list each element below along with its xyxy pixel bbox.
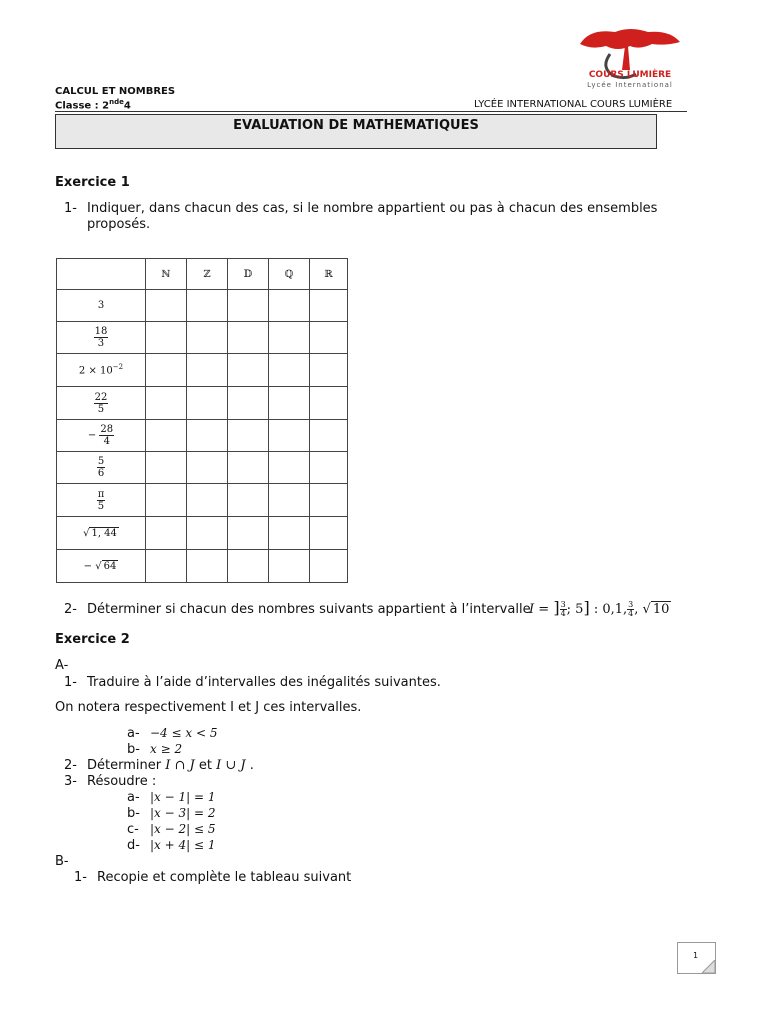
ex1-q1-number: 1-: [64, 201, 77, 216]
radicand: 64: [103, 560, 117, 572]
answer-cell[interactable]: [146, 322, 187, 354]
answer-cell[interactable]: [269, 420, 310, 452]
class-label: [55, 98, 131, 111]
answer-cell[interactable]: [187, 550, 228, 583]
answer-cell[interactable]: [146, 387, 187, 420]
fraction-numerator: 5: [97, 456, 105, 467]
ineq-b: x ≥ 2: [150, 742, 183, 756]
page-number: 1: [693, 951, 699, 960]
answer-cell[interactable]: [269, 387, 310, 420]
ineq-a: −4 ≤ x < 5: [150, 726, 218, 740]
answer-cell[interactable]: [310, 550, 348, 583]
fraction-numerator: 28: [100, 424, 114, 435]
ineq-b-label: b-: [127, 742, 140, 757]
ex2-a1-number: 1-: [64, 675, 77, 690]
header-decimals: 𝔻: [228, 259, 269, 290]
answer-cell[interactable]: [146, 290, 187, 322]
table-row: [57, 420, 348, 452]
list-fraction-denominator: 4: [628, 609, 634, 618]
answer-cell[interactable]: [269, 452, 310, 484]
header-rule: [55, 111, 687, 112]
eq-c-label: c-: [127, 822, 139, 837]
table-row: [57, 322, 348, 354]
answer-cell[interactable]: [310, 517, 348, 550]
school-name: LYCÉE INTERNATIONAL COURS LUMIÈRE: [474, 99, 673, 110]
answer-cell[interactable]: [310, 420, 348, 452]
radicand: 1, 44: [91, 527, 117, 539]
table-row: [57, 354, 348, 387]
fraction-denominator: 4: [103, 436, 110, 447]
a2-union: I ∪ J: [216, 758, 246, 773]
a2-text-period: .: [249, 758, 254, 773]
answer-cell[interactable]: [187, 322, 228, 354]
answer-cell[interactable]: [310, 322, 348, 354]
row-fraction-pi-5: [57, 484, 146, 517]
answer-cell[interactable]: [146, 420, 187, 452]
fraction-denominator: 6: [97, 468, 105, 479]
ineq-a-label: a-: [127, 726, 140, 741]
fraction-numerator: 18: [94, 326, 108, 337]
ex1-q2-text: Déterminer si chacun des nombres suivants appartient à l’intervalle: [87, 602, 531, 617]
ex1-q1-text-line2: proposés.: [87, 217, 151, 232]
table-row: [57, 550, 348, 583]
header-integers: ℤ: [187, 259, 228, 290]
exercise-2-heading: Exercice 2: [55, 632, 130, 647]
row-fraction-5-6: [57, 452, 146, 484]
answer-cell[interactable]: [146, 517, 187, 550]
answer-cell[interactable]: [269, 354, 310, 387]
answer-cell[interactable]: [310, 354, 348, 387]
answer-cell[interactable]: [187, 484, 228, 517]
class-superscript: nde: [109, 98, 124, 106]
part-a-label: A-: [55, 658, 69, 673]
header-rationals: ℚ: [269, 259, 310, 290]
number-list: : 0,1,: [593, 602, 628, 617]
scientific-exponent: −2: [112, 363, 124, 372]
answer-cell[interactable]: [187, 387, 228, 420]
answer-cell[interactable]: [310, 452, 348, 484]
fraction-numerator: 22: [94, 391, 108, 403]
row-sqrt-1-44: √ 1, 44: [57, 517, 146, 550]
fraction-denominator: 5: [97, 500, 105, 512]
eq-a-label: a-: [127, 790, 140, 805]
table-row: [57, 387, 348, 420]
school-logo: [570, 24, 690, 90]
ex2-b1-number: 1-: [74, 870, 87, 885]
interval-denominator: 4: [560, 609, 566, 618]
row-number-3: 3: [57, 290, 146, 322]
ex2-a1-text: Traduire à l’aide d’intervalles des inégalités suivantes.: [87, 675, 441, 690]
answer-cell[interactable]: [146, 550, 187, 583]
answer-cell[interactable]: [310, 484, 348, 517]
list-radicand: 10: [652, 602, 670, 617]
row-scientific: [57, 354, 146, 387]
answer-cell[interactable]: [187, 517, 228, 550]
row-fraction-18-3: [57, 322, 146, 354]
answer-cell[interactable]: [228, 387, 269, 420]
table-row: [57, 484, 348, 517]
exercise-1-heading: Exercice 1: [55, 175, 130, 190]
ex2-b1-text: Recopie et complète le tableau suivant: [97, 870, 352, 885]
a2-text-determine: Déterminer: [87, 758, 162, 773]
subject-label: CALCUL ET NOMBRES: [55, 86, 176, 97]
page-number-box: [677, 942, 716, 974]
eq-b-label: b-: [127, 806, 140, 821]
logo-name: COURS LUMIÈRE: [588, 70, 672, 80]
header-naturals: ℕ: [146, 259, 187, 290]
page-fold-icon: [702, 960, 715, 973]
a2-text-and: et: [198, 758, 212, 773]
answer-cell[interactable]: [310, 387, 348, 420]
row-fraction-neg-28-4: [57, 420, 146, 452]
class-number: 4: [123, 100, 131, 112]
fraction-numerator: π: [97, 488, 105, 500]
answer-cell[interactable]: [269, 290, 310, 322]
answer-cell[interactable]: [269, 517, 310, 550]
answer-cell[interactable]: [269, 550, 310, 583]
minus-sign: −: [83, 560, 93, 572]
answer-cell[interactable]: [146, 484, 187, 517]
title-box: [55, 114, 657, 149]
table-row: [57, 452, 348, 484]
row-neg-sqrt-64: − √ 64: [57, 550, 146, 583]
page-title: EVALUATION DE MATHEMATIQUES: [233, 118, 479, 133]
ex1-q2-number: 2-: [64, 602, 77, 617]
ex2-a3-number: 3-: [64, 774, 77, 789]
answer-cell[interactable]: [187, 354, 228, 387]
scientific-base: 2 × 10: [78, 365, 113, 377]
membership-table: [56, 258, 348, 583]
minus-sign: −: [87, 430, 97, 441]
answer-cell[interactable]: [187, 290, 228, 322]
interval-end: ; 5: [566, 602, 584, 617]
ex1-q2-interval: I = ] $\frac{3}{4}$ ; 5] : 0,1, $\frac{3}{4}$ , √ 10: [529, 598, 670, 618]
logo-subtitle: Lycée International: [587, 81, 673, 89]
answer-cell[interactable]: [228, 550, 269, 583]
fraction-denominator: 3: [97, 338, 105, 349]
list-fraction-numerator: 3: [628, 600, 634, 609]
part-b-label: B-: [55, 854, 69, 869]
answer-cell[interactable]: [187, 420, 228, 452]
answer-cell[interactable]: [228, 322, 269, 354]
ex2-a3-text: Résoudre :: [87, 774, 157, 789]
eq-d: |x + 4| ≤ 1: [150, 838, 216, 852]
interval-variable: I =: [529, 602, 550, 617]
answer-cell[interactable]: [228, 484, 269, 517]
class-text: Classe : 2: [55, 100, 110, 112]
answer-cell[interactable]: [146, 354, 187, 387]
table-row: [57, 517, 348, 550]
eq-d-label: d-: [127, 838, 140, 853]
eq-a: |x − 1| = 1: [150, 790, 216, 804]
answer-cell[interactable]: [187, 452, 228, 484]
eq-c: |x − 2| ≤ 5: [150, 822, 216, 836]
answer-cell[interactable]: [228, 517, 269, 550]
a2-intersection: I ∩ J: [165, 758, 195, 773]
ex1-q1-text-line1: Indiquer, dans chacun des cas, si le nombre appartient ou pas à chacun des ensembles: [87, 201, 658, 216]
header-reals: ℝ: [310, 259, 348, 290]
fraction-denominator: 5: [97, 403, 105, 415]
answer-cell[interactable]: [310, 290, 348, 322]
row-fraction-22-5: [57, 387, 146, 420]
answer-cell[interactable]: [228, 290, 269, 322]
answer-cell[interactable]: [228, 354, 269, 387]
answer-cell[interactable]: [228, 420, 269, 452]
interval-numerator: 3: [560, 600, 566, 609]
answer-cell[interactable]: [146, 452, 187, 484]
ex2-a2-line: [87, 758, 254, 773]
table-header-row: [57, 259, 348, 290]
answer-cell[interactable]: [269, 322, 310, 354]
ex2-note: On notera respectivement I et J ces intervalles.: [55, 700, 362, 715]
eq-b: |x − 3| = 2: [150, 806, 216, 820]
ex2-a2-number: 2-: [64, 758, 77, 773]
answer-cell[interactable]: [228, 452, 269, 484]
answer-cell[interactable]: [269, 484, 310, 517]
table-row: [57, 290, 348, 322]
table-corner-cell: [57, 259, 146, 290]
